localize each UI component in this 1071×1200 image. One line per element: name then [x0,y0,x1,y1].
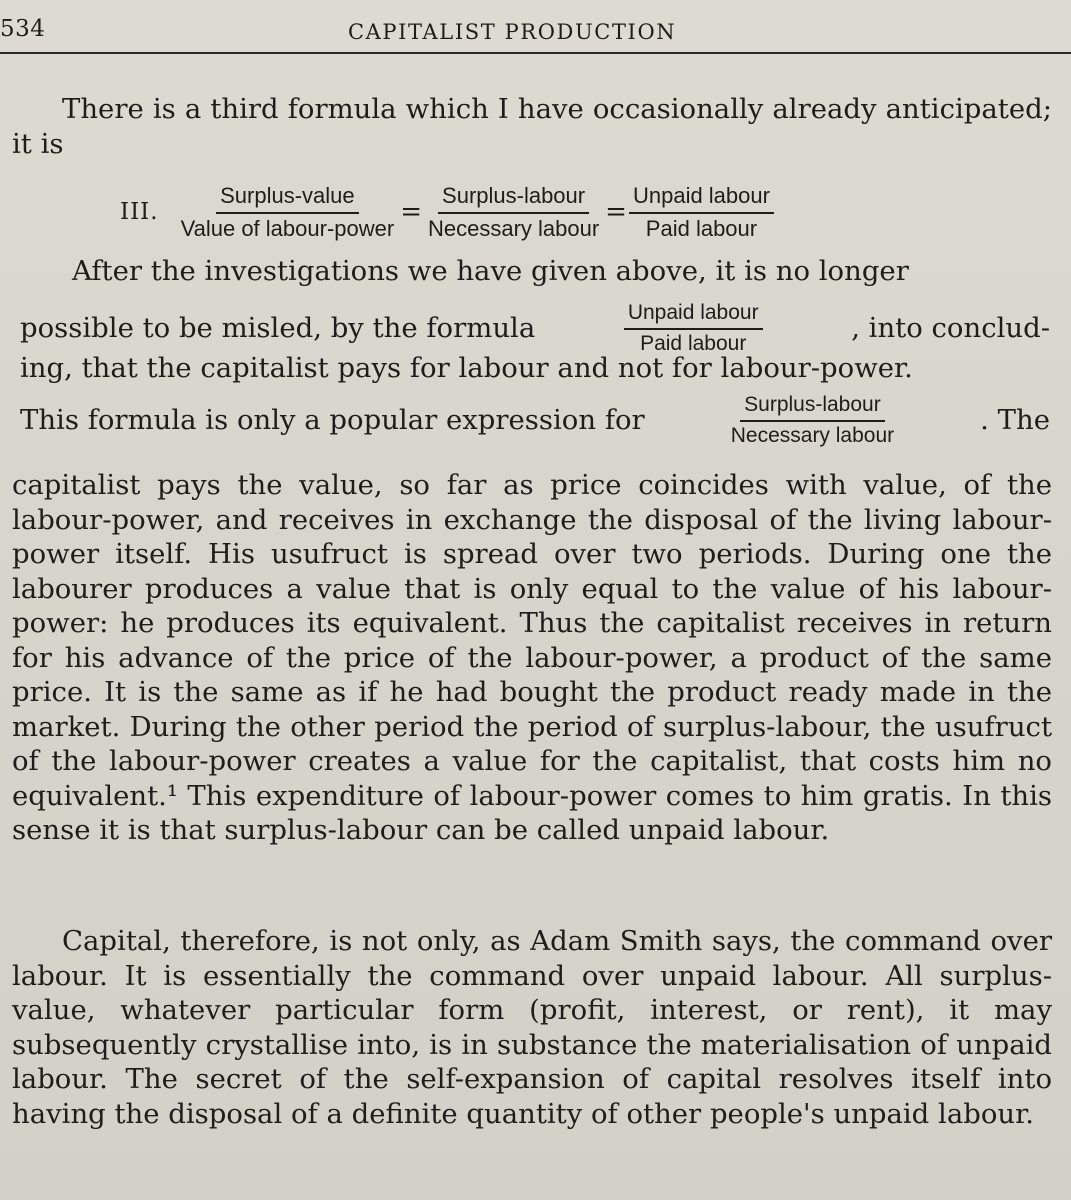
fraction-denominator: Value of labour-power [180,215,395,241]
line-text: . The [980,404,1050,436]
fraction-surplus-value [177,183,399,242]
formula-three [120,172,774,252]
line-text: This formula is only a popular expression for [20,404,645,436]
paragraph-line: ing, that the capitalist pays for labour and not for labour-power. [20,352,913,384]
fraction-surplus-labour [424,183,603,242]
fraction-numerator: Surplus-value [216,183,359,214]
line-text: , into conclud- [851,312,1050,344]
equals-sign: = [400,197,422,227]
line-text: possible to be misled, by the formula [20,312,536,344]
paragraph-line: After the investigations we have given above, it is no longer [72,255,909,287]
fraction-denominator: Paid labour [645,215,758,241]
paragraph-body: capitalist pays the value, so far as price coincides with value, of the labour-power, and receives in exchange the disposal of the living labour-power itself. His usufruct is spread over two periods. During one the labourer produces a value that is only equal to the value of his labour-power: he produces its equivalent. Thus the capitalist receives in return for his advance of the price of the labour-power, a product of the same price. It is the same as if he had bought the product ready made in the market. During the other period the period of surplus-labour, the usufruct of the labour-power creates a value for the capitalist, that costs him no equivalent.¹ This expenditure of labour-power comes to him gratis. In this sense it is that surplus-labour can be called unpaid labour. [12,469,1052,846]
fraction-numerator: Surplus-labour [438,183,589,214]
inline-fraction-surplus-labour [727,393,898,448]
fraction-denominator: Necessary labour [730,423,895,447]
intro-paragraph: There is a third formula which I have occasionally already anticipated; it is [12,93,1052,160]
equals-sign: = [605,197,627,227]
fraction-denominator: Necessary labour [427,215,600,241]
fraction-unpaid-labour [629,183,774,242]
fraction-numerator: Surplus-labour [740,393,885,422]
page-header [0,14,1071,54]
paragraph-line-with-fraction [20,390,1050,450]
page-number: 534 [0,16,46,42]
fraction-denominator: Paid labour [640,331,747,355]
formula-label: III. [120,199,159,225]
paragraph-capital: Capital, therefore, is not only, as Adam Smith says, the command over labour. It is essentially the command over unpaid labour. All surplus-value, whatever particular form (profit, interest, or rent), it may subsequently crystallise into, is in substance the materialisation of unpaid labour. The secret of the self-expansion of capital resolves itself into having the disposal of a definite quantity of other people's unpaid labour. [12,925,1052,1130]
fraction-numerator: Unpaid labour [624,301,763,330]
fraction-numerator: Unpaid labour [629,183,774,214]
inline-fraction-unpaid-labour [624,301,763,356]
running-head: CAPITALIST PRODUCTION [348,20,677,44]
paragraph-line-with-fraction [20,298,1050,358]
header-rule [0,52,1071,54]
